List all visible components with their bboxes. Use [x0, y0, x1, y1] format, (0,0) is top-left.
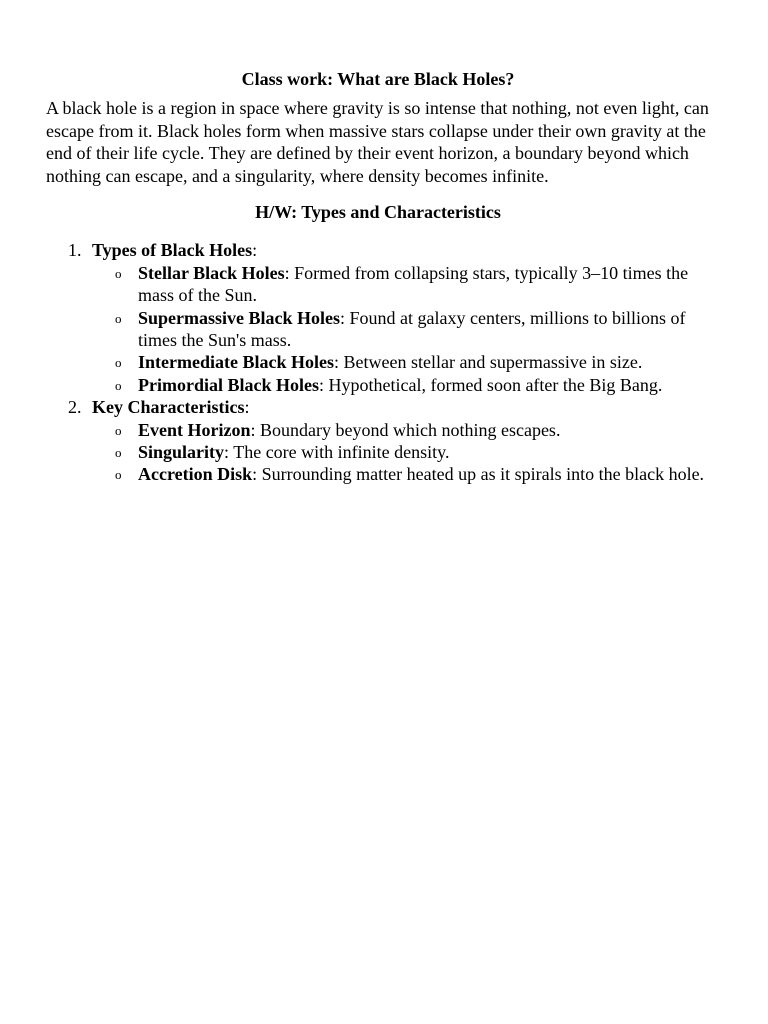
item-description: : Formed from collapsing stars, typically 3–10 times the mass of the Sun. — [138, 262, 689, 306]
homework-subtitle: H/W: Types and Characteristics — [255, 202, 501, 223]
document-page — [46, 68, 710, 486]
list-item — [92, 419, 710, 441]
bullet-icon: o — [115, 422, 122, 438]
intro-paragraph: A black hole is a region in space where gravity is so intense that nothing, not even light, can escape from it. Black holes form when massive stars collapse under their own gravity at the end of their life cycle. They are defined by their event horizon, a boundary beyond which nothing can escape, and a singularity, where density becomes infinite. — [46, 98, 709, 186]
bullet-icon: o — [115, 265, 122, 281]
bullet-icon: o — [115, 445, 122, 461]
list-item — [92, 351, 710, 373]
document-title: Class work: What are Black Holes? — [241, 69, 515, 89]
item-term: Singularity — [138, 442, 225, 463]
bullet-icon: o — [115, 355, 122, 371]
types-list — [92, 262, 710, 396]
section-types — [46, 239, 710, 396]
item-description: : Hypothetical, formed soon after the Big Bang. — [318, 374, 663, 395]
list-item — [92, 262, 710, 307]
bullet-icon: o — [115, 310, 122, 326]
section-characteristics — [46, 396, 710, 486]
section-heading: Types of Black Holes — [92, 240, 253, 261]
list-item — [92, 374, 710, 396]
item-description: : The core with infinite density. — [224, 442, 450, 463]
item-term: Primordial Black Holes — [138, 374, 319, 395]
characteristics-list — [92, 419, 710, 486]
bullet-icon: o — [115, 377, 122, 393]
section-heading-suffix: : — [252, 240, 258, 261]
item-description: : Boundary beyond which nothing escapes. — [250, 419, 561, 440]
item-description: : Surrounding matter heated up as it spirals into the black hole. — [252, 464, 705, 485]
item-term: Intermediate Black Holes — [138, 352, 334, 373]
section-heading-suffix: : — [244, 397, 250, 418]
list-item — [92, 441, 710, 463]
item-term: Supermassive Black Holes — [138, 307, 341, 328]
list-item — [92, 463, 710, 485]
sections-list — [46, 239, 710, 485]
section-number: 2. — [68, 397, 82, 418]
item-term: Stellar Black Holes — [138, 262, 285, 283]
item-term: Accretion Disk — [138, 464, 253, 485]
item-description: : Found at galaxy centers, millions to billions of times the Sun's mass. — [138, 307, 686, 350]
item-term: Event Horizon — [138, 419, 251, 440]
list-item — [92, 307, 710, 352]
section-heading: Key Characteristics — [92, 397, 245, 418]
item-description: : Between stellar and supermassive in size. — [333, 352, 643, 373]
bullet-icon: o — [115, 467, 122, 483]
section-number: 1. — [68, 240, 82, 261]
